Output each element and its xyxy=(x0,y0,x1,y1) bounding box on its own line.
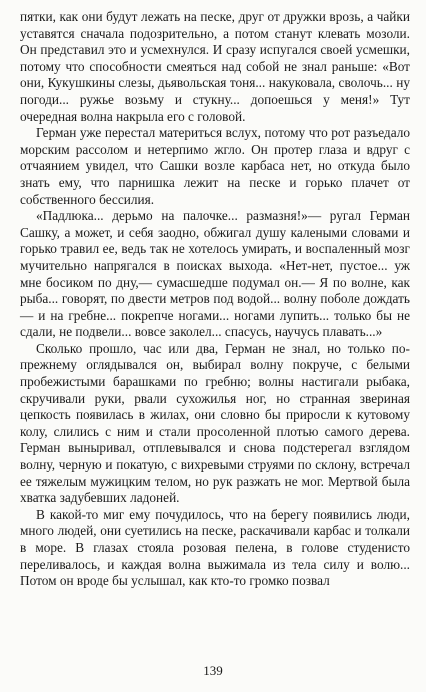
paragraph-5: В какой-то миг ему почудилось, что на берегу появились люди, много людей, они суетились на песке, раскачивали карбас и толкали в море. В глазах стояла розовая пелена, в голове студенисто переливалось, и каждая волна выжимала из тела силу и волю... Потом он вроде бы услышал, как кто-то громко позвал xyxy=(20,506,410,589)
paragraph-4: Сколько прошло, час или два, Герман не знал, но только по-прежнему оглядывался он, выбирал волну покруче, с белыми пробежистыми барашками по гребню; волны настигали рыбака, скручивали руки, рвали сухожилья ног, но странная звериная цепкость появилась в жилах, они словно бы приросли к кутовому колу, слились с ним и стали просоленной плотью самого дерева. Герман выныривал, отплевывался и снова подстерегал взглядом волну, черную и покатую, с вихревыми струями по склону, встречал ее тяжелым мужицким телом, но рук разжать не мог. Мертвой была хватка задубевших ладоней. xyxy=(20,340,410,506)
page-number: 139 xyxy=(203,663,223,678)
paragraph-2: Герман уже перестал материться вслух, потому что рот разъедало морским рассолом и нетерпимо жгло. Он протер глаза и вдруг с отчаянием увидел, что Сашки возле карбаса нет, но откуда было знать ему, что парнишка лежит на песке и горько плачет от собственного бессилия. xyxy=(20,125,410,207)
page-body-text xyxy=(20,9,410,590)
paragraph-1: пятки, как они будут лежать на песке, друг от дружки врозь, а чайки уставятся сначала подозрительно, а потом станут клевать мозоли. Он представил это и усмехнулся. И сразу испугался своей усмешки, потому что способности смеяться над собой не знал раньше: «Вот они, Кукушкины слезы, дьявольская тоня... накуковала, сволочь... ну погоди... ружье возьму и стукну... допоешься у меня!» Тут очередная волна накрыла его с головой. xyxy=(20,9,410,124)
paragraph-3: «Падлюка... дерьмо на палочке... размазня!»— ругал Герман Сашку, а может, и себя заодно, обжигал душу калеными словами и горько травил ее, ведь так не хотелось умирать, и воспаленный мозг мучительно напрягался в поисках выхода. «Нет-нет, пустое... уж мне босиком по дну,— сумасшедше подумал он.— Я по волне, как рыба... говорят, по двести метров под водой... волну поболе дождать — и на гребне... покрепче ногами... ногами лупить... только бы не сдали, не подвели... вовсе заколел... спасусь, научусь плавать...» xyxy=(20,208,410,340)
